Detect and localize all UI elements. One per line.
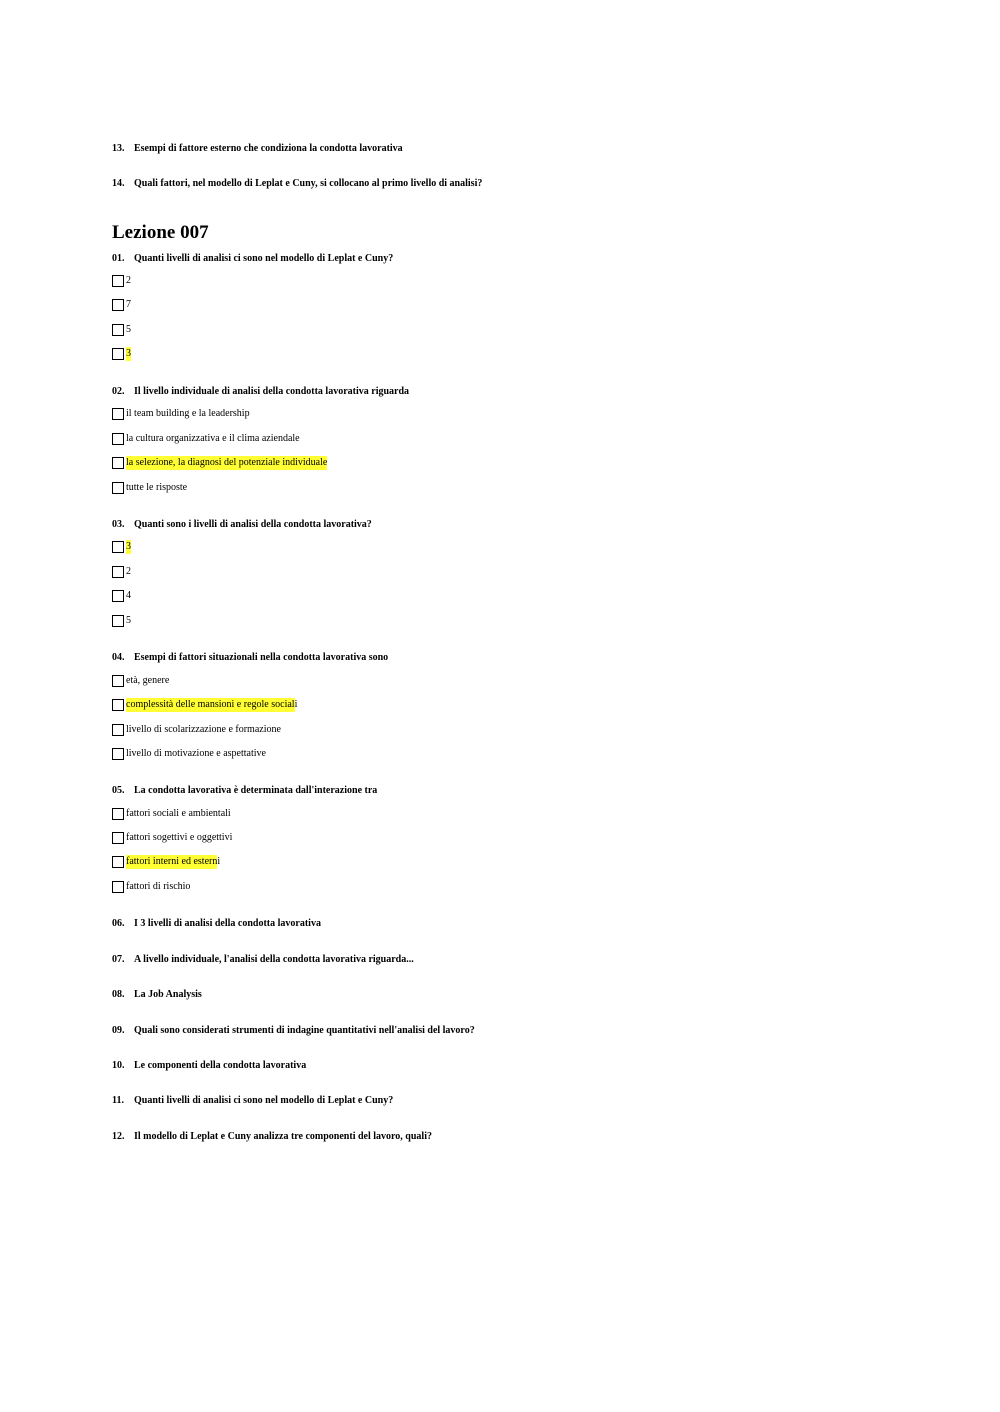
answer-option[interactable] [112,323,131,337]
answer-option[interactable] [112,274,131,288]
question-12 [112,1131,432,1143]
question-10 [112,1060,306,1072]
checkbox[interactable] [112,324,124,336]
question-number: 10. [112,1060,125,1071]
question-08 [112,989,202,1001]
checkbox[interactable] [112,699,124,711]
question-13 [112,143,403,155]
question-14 [112,178,482,190]
question-number: 09. [112,1025,125,1036]
question-number: 02. [112,386,125,397]
checkbox[interactable] [112,808,124,820]
question-text: La condotta lavorativa è determinata dall'interazione tra [134,785,378,796]
answer-option[interactable] [112,723,281,737]
question-number: 01. [112,253,125,264]
checkbox[interactable] [112,615,124,627]
question-number: 14. [112,178,125,189]
checkbox[interactable] [112,408,124,420]
question-text: Esempi di fattore esterno che condiziona la condotta lavorativa [134,143,403,154]
checkbox[interactable] [112,675,124,687]
answer-option[interactable] [112,298,131,312]
answer-text: fattori sociali e ambientali [126,808,231,819]
question-number: 06. [112,918,125,929]
answer-text: 2 [126,566,131,577]
answer-text: i [217,856,221,867]
answer-text: il team building e la leadership [126,408,250,419]
question-number: 03. [112,519,125,530]
answer-text: livello di motivazione e aspettative [126,748,266,759]
checkbox[interactable] [112,590,124,602]
answer-text: i [294,699,298,710]
quiz-question-04 [112,652,388,664]
question-09 [112,1025,475,1037]
question-text: Esempi di fattori situazionali nella condotta lavorativa sono [134,652,389,663]
answer-option[interactable] [112,540,131,554]
answer-option[interactable] [112,747,266,761]
answer-text: 2 [126,275,131,286]
checkbox[interactable] [112,748,124,760]
question-number: 05. [112,785,125,796]
answer-text: livello di scolarizzazione e formazione [126,724,281,735]
answer-option[interactable] [112,432,300,446]
question-text: Quali fattori, nel modello di Leplat e Cuny, si collocano al primo livello di analisi? [134,178,483,189]
question-text: Quanti sono i livelli di analisi della condotta lavorativa? [134,519,372,530]
question-text: A livello individuale, l'analisi della condotta lavorativa riguarda... [134,954,414,965]
answer-option[interactable] [112,698,297,712]
checkbox[interactable] [112,457,124,469]
answer-option[interactable] [112,880,190,894]
answer-option[interactable] [112,674,169,688]
answer-option[interactable] [112,807,231,821]
question-number: 11. [112,1095,124,1106]
answer-option[interactable] [112,407,250,421]
checkbox[interactable] [112,299,124,311]
question-text: Quanti livelli di analisi ci sono nel modello di Leplat e Cuny? [134,1095,394,1106]
section-title: Lezione 007 [112,222,209,243]
checkbox[interactable] [112,881,124,893]
question-number: 12. [112,1131,125,1142]
checkbox[interactable] [112,433,124,445]
checkbox[interactable] [112,856,124,868]
answer-text: 5 [126,324,131,335]
question-11 [112,1095,393,1107]
answer-text: 5 [126,615,131,626]
highlighted-answer: 3 [126,348,131,359]
checkbox[interactable] [112,566,124,578]
question-text: Il modello di Leplat e Cuny analizza tre componenti del lavoro, quali? [134,1131,432,1142]
question-text: Le componenti della condotta lavorativa [134,1060,307,1071]
answer-option[interactable] [112,565,131,579]
question-number: 13. [112,143,125,154]
quiz-question-01 [112,253,393,265]
checkbox[interactable] [112,541,124,553]
answer-option[interactable] [112,456,327,470]
answer-text: fattori di rischio [126,881,191,892]
quiz-question-03 [112,519,372,531]
answer-text: fattori sogettivi e oggettivi [126,832,233,843]
checkbox[interactable] [112,832,124,844]
question-07 [112,954,414,966]
question-text: La Job Analysis [134,989,202,1000]
checkbox[interactable] [112,275,124,287]
question-06 [112,918,321,930]
quiz-question-02 [112,386,409,398]
question-text: Il livello individuale di analisi della condotta lavorativa riguarda [134,386,410,397]
question-number: 08. [112,989,125,1000]
answer-option[interactable] [112,614,131,628]
answer-text: età, genere [126,675,170,686]
answer-option[interactable] [112,831,232,845]
answer-text: tutte le risposte [126,482,188,493]
answer-text: la cultura organizzativa e il clima aziendale [126,433,300,444]
question-text: Quanti livelli di analisi ci sono nel modello di Leplat e Cuny? [134,253,394,264]
checkbox[interactable] [112,482,124,494]
answer-option[interactable] [112,589,131,603]
checkbox[interactable] [112,348,124,360]
highlighted-answer: complessità delle mansioni e regole social [126,699,295,710]
question-text: I 3 livelli di analisi della condotta lavorativa [134,918,321,929]
question-number: 07. [112,954,125,965]
highlighted-answer: 3 [126,541,131,552]
answer-option[interactable] [112,481,187,495]
answer-option[interactable] [112,347,131,361]
quiz-question-05 [112,785,377,797]
answer-text: 4 [126,590,131,601]
answer-text: 7 [126,299,131,310]
highlighted-answer: fattori interni ed estern [126,856,218,867]
checkbox[interactable] [112,724,124,736]
question-number: 04. [112,652,125,663]
question-text: Quali sono considerati strumenti di indagine quantitativi nell'analisi del lavoro? [134,1025,475,1036]
answer-option[interactable] [112,855,220,869]
highlighted-answer: la selezione, la diagnosi del potenziale individuale [126,457,328,468]
